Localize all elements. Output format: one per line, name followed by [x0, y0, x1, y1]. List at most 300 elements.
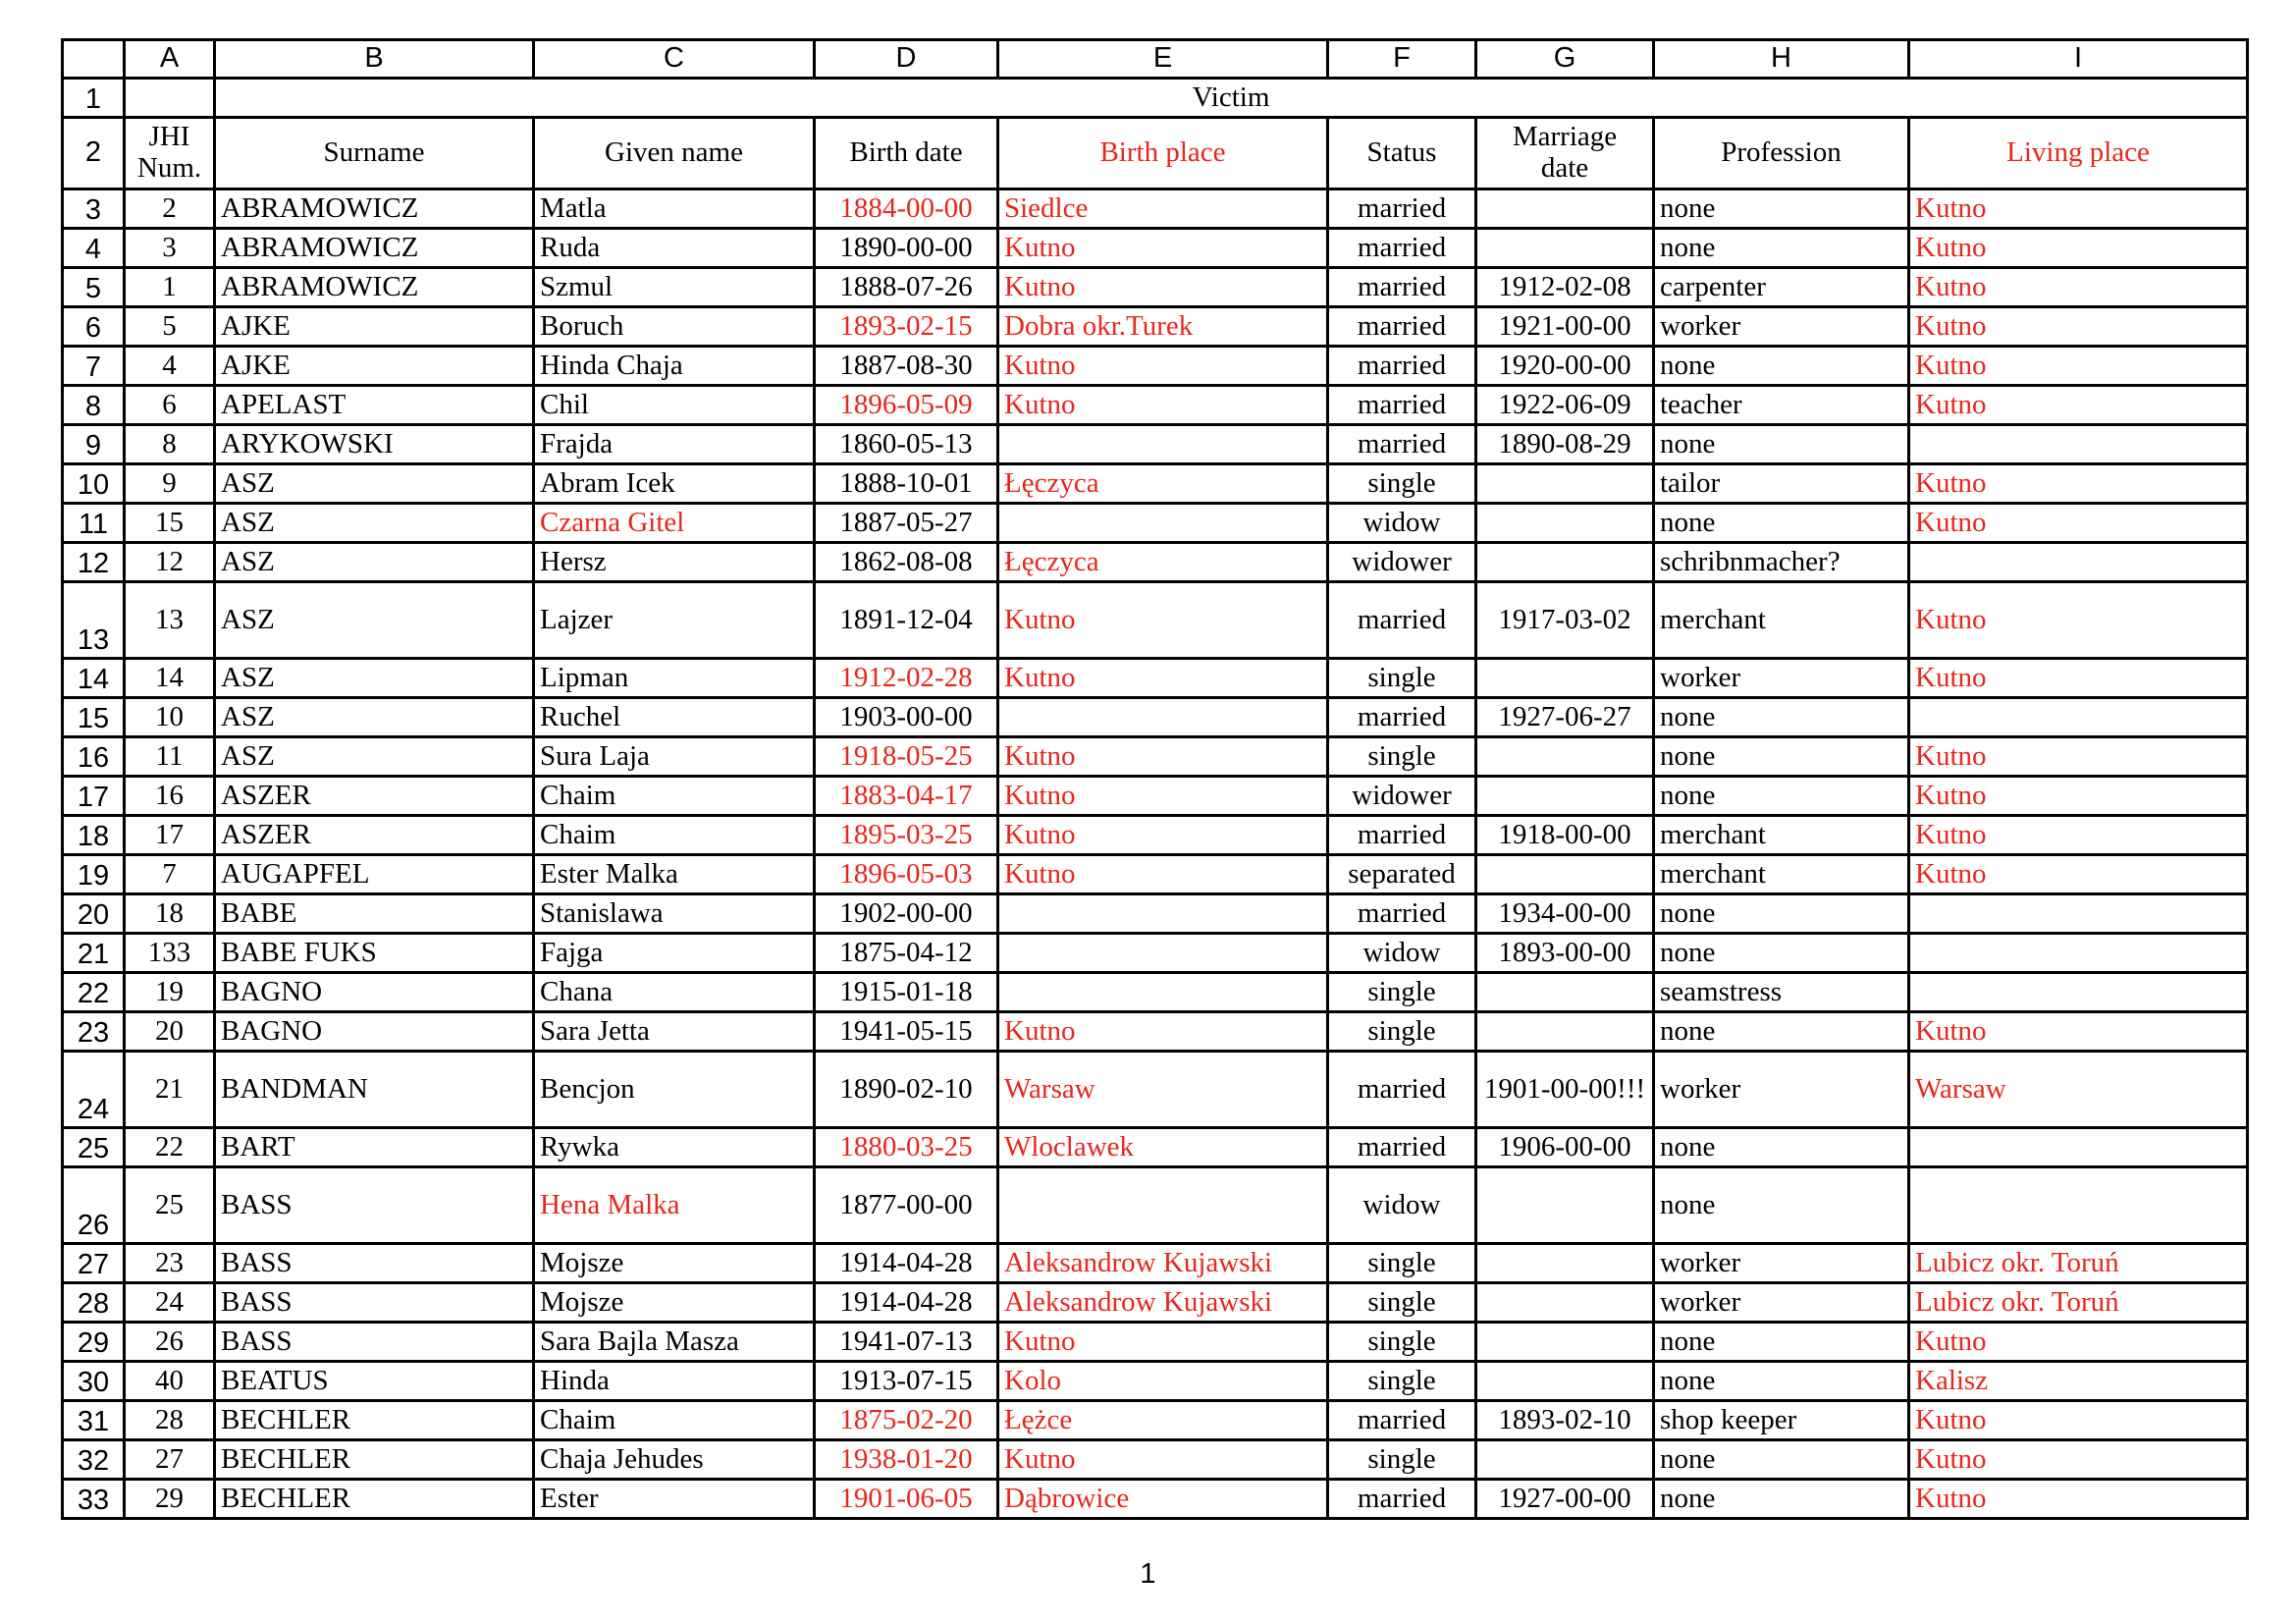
cell-marriage-date[interactable]: [1476, 1283, 1654, 1323]
cell-living-place[interactable]: Kutno: [1909, 504, 2248, 543]
cell-status[interactable]: single: [1328, 464, 1476, 504]
cell-given-name[interactable]: Lipman: [534, 659, 815, 698]
cell-status[interactable]: single: [1328, 1283, 1476, 1323]
row-number[interactable]: 3: [63, 189, 125, 229]
row-number[interactable]: 25: [63, 1128, 125, 1167]
cell-marriage-date[interactable]: [1476, 737, 1654, 777]
cell-given-name[interactable]: Stanislawa: [534, 894, 815, 934]
cell-given-name[interactable]: Hinda: [534, 1362, 815, 1401]
cell-living-place[interactable]: [1909, 543, 2248, 582]
cell-given-name[interactable]: Sara Bajla Masza: [534, 1323, 815, 1362]
cell-status[interactable]: single: [1328, 737, 1476, 777]
cell-given-name[interactable]: Ruchel: [534, 698, 815, 737]
cell-status[interactable]: married: [1328, 307, 1476, 347]
cell-profession[interactable]: none: [1654, 894, 1909, 934]
cell-profession[interactable]: none: [1654, 229, 1909, 268]
cell-profession[interactable]: worker: [1654, 1283, 1909, 1323]
cell-given-name[interactable]: Czarna Gitel: [534, 504, 815, 543]
cell-surname[interactable]: BECHLER: [215, 1440, 534, 1480]
cell-birth-date[interactable]: 1912-02-28: [815, 659, 998, 698]
cell-birth-place[interactable]: [998, 1167, 1328, 1244]
cell-living-place[interactable]: Lubicz okr. Toruń: [1909, 1244, 2248, 1283]
row-number[interactable]: 18: [63, 816, 125, 855]
cell-given-name[interactable]: Abram Icek: [534, 464, 815, 504]
row-number[interactable]: 15: [63, 698, 125, 737]
cell-status[interactable]: widower: [1328, 543, 1476, 582]
cell-jhi-num[interactable]: 17: [125, 816, 215, 855]
cell-surname[interactable]: BASS: [215, 1244, 534, 1283]
cell-jhi-num[interactable]: 133: [125, 934, 215, 973]
cell-marriage-date[interactable]: 1920-00-00: [1476, 347, 1654, 386]
row-number[interactable]: 33: [63, 1480, 125, 1519]
cell-surname[interactable]: BAGNO: [215, 1012, 534, 1052]
cell-jhi-num[interactable]: 15: [125, 504, 215, 543]
cell-living-place[interactable]: Kutno: [1909, 1480, 2248, 1519]
cell-surname[interactable]: ASZ: [215, 464, 534, 504]
header-given-name[interactable]: Given name: [534, 118, 815, 189]
cell-profession[interactable]: worker: [1654, 659, 1909, 698]
cell-jhi-num[interactable]: 8: [125, 425, 215, 464]
cell-birth-date[interactable]: 1901-06-05: [815, 1480, 998, 1519]
cell-status[interactable]: widow: [1328, 504, 1476, 543]
cell-profession[interactable]: none: [1654, 1128, 1909, 1167]
cell-marriage-date[interactable]: 1927-06-27: [1476, 698, 1654, 737]
cell-birth-date[interactable]: 1941-05-15: [815, 1012, 998, 1052]
column-header-e[interactable]: E: [998, 40, 1328, 79]
cell-profession[interactable]: tailor: [1654, 464, 1909, 504]
cell-marriage-date[interactable]: 1922-06-09: [1476, 386, 1654, 425]
cell-given-name[interactable]: Mojsze: [534, 1244, 815, 1283]
header-status[interactable]: Status: [1328, 118, 1476, 189]
cell-birth-date[interactable]: 1884-00-00: [815, 189, 998, 229]
cell-surname[interactable]: ABRAMOWICZ: [215, 268, 534, 307]
header-profession[interactable]: Profession: [1654, 118, 1909, 189]
cell-given-name[interactable]: Rywka: [534, 1128, 815, 1167]
cell-profession[interactable]: none: [1654, 777, 1909, 816]
cell-status[interactable]: widow: [1328, 1167, 1476, 1244]
cell-status[interactable]: married: [1328, 229, 1476, 268]
cell-birth-place[interactable]: [998, 973, 1328, 1012]
cell-marriage-date[interactable]: [1476, 504, 1654, 543]
cell-marriage-date[interactable]: 1917-03-02: [1476, 582, 1654, 659]
cell-marriage-date[interactable]: [1476, 1362, 1654, 1401]
cell-birth-date[interactable]: 1888-07-26: [815, 268, 998, 307]
row-number[interactable]: 16: [63, 737, 125, 777]
cell-surname[interactable]: AJKE: [215, 307, 534, 347]
cell-living-place[interactable]: Kutno: [1909, 189, 2248, 229]
cell-birth-place[interactable]: Dąbrowice: [998, 1480, 1328, 1519]
cell-living-place[interactable]: Kutno: [1909, 347, 2248, 386]
cell-birth-place[interactable]: Łęczyca: [998, 464, 1328, 504]
cell-profession[interactable]: carpenter: [1654, 268, 1909, 307]
cell-birth-date[interactable]: 1875-04-12: [815, 934, 998, 973]
cell-birth-place[interactable]: [998, 934, 1328, 973]
corner-cell[interactable]: [63, 40, 125, 79]
cell-given-name[interactable]: Chaim: [534, 777, 815, 816]
cell-profession[interactable]: shop keeper: [1654, 1401, 1909, 1440]
cell-status[interactable]: single: [1328, 659, 1476, 698]
cell-marriage-date[interactable]: [1476, 777, 1654, 816]
cell-surname[interactable]: ASZ: [215, 543, 534, 582]
cell-living-place[interactable]: Kutno: [1909, 855, 2248, 894]
cell-status[interactable]: single: [1328, 973, 1476, 1012]
cell-surname[interactable]: ASZER: [215, 777, 534, 816]
cell-living-place[interactable]: Kutno: [1909, 777, 2248, 816]
cell-jhi-num[interactable]: 21: [125, 1052, 215, 1128]
cell-given-name[interactable]: Hena Malka: [534, 1167, 815, 1244]
cell-birth-place[interactable]: Kutno: [998, 659, 1328, 698]
cell-profession[interactable]: worker: [1654, 307, 1909, 347]
cell-birth-date[interactable]: 1880-03-25: [815, 1128, 998, 1167]
cell-jhi-num[interactable]: 22: [125, 1128, 215, 1167]
cell-birth-date[interactable]: 1893-02-15: [815, 307, 998, 347]
cell-birth-date[interactable]: 1914-04-28: [815, 1283, 998, 1323]
cell-marriage-date[interactable]: 1906-00-00: [1476, 1128, 1654, 1167]
cell-profession[interactable]: none: [1654, 425, 1909, 464]
cell-birth-place[interactable]: Kutno: [998, 229, 1328, 268]
row-number[interactable]: 24: [63, 1052, 125, 1128]
row-number[interactable]: 1: [63, 79, 125, 118]
cell-birth-date[interactable]: 1890-02-10: [815, 1052, 998, 1128]
row-number[interactable]: 13: [63, 582, 125, 659]
cell-profession[interactable]: none: [1654, 347, 1909, 386]
cell-status[interactable]: married: [1328, 347, 1476, 386]
cell-birth-place[interactable]: Dobra okr.Turek: [998, 307, 1328, 347]
cell-birth-place[interactable]: Warsaw: [998, 1052, 1328, 1128]
cell-birth-place[interactable]: Kutno: [998, 816, 1328, 855]
cell-birth-date[interactable]: 1941-07-13: [815, 1323, 998, 1362]
victim-group-label[interactable]: Victim: [215, 79, 2248, 118]
cell-surname[interactable]: BART: [215, 1128, 534, 1167]
cell-given-name[interactable]: Frajda: [534, 425, 815, 464]
cell-surname[interactable]: AJKE: [215, 347, 534, 386]
cell-birth-date[interactable]: 1891-12-04: [815, 582, 998, 659]
cell-status[interactable]: separated: [1328, 855, 1476, 894]
cell-marriage-date[interactable]: [1476, 543, 1654, 582]
cell-marriage-date[interactable]: 1934-00-00: [1476, 894, 1654, 934]
cell-marriage-date[interactable]: [1476, 659, 1654, 698]
cell-living-place[interactable]: [1909, 425, 2248, 464]
cell-living-place[interactable]: [1909, 973, 2248, 1012]
cell-jhi-num[interactable]: 28: [125, 1401, 215, 1440]
cell-given-name[interactable]: Ruda: [534, 229, 815, 268]
cell-surname[interactable]: BANDMAN: [215, 1052, 534, 1128]
cell-marriage-date[interactable]: 1912-02-08: [1476, 268, 1654, 307]
cell-living-place[interactable]: Kutno: [1909, 464, 2248, 504]
cell-profession[interactable]: seamstress: [1654, 973, 1909, 1012]
cell-profession[interactable]: none: [1654, 1440, 1909, 1480]
cell-given-name[interactable]: Matla: [534, 189, 815, 229]
cell-birth-date[interactable]: 1914-04-28: [815, 1244, 998, 1283]
cell-marriage-date[interactable]: [1476, 189, 1654, 229]
cell-jhi-num[interactable]: 12: [125, 543, 215, 582]
cell-given-name[interactable]: Sura Laja: [534, 737, 815, 777]
row-number[interactable]: 12: [63, 543, 125, 582]
cell-surname[interactable]: BABE FUKS: [215, 934, 534, 973]
cell-jhi-num[interactable]: 25: [125, 1167, 215, 1244]
cell-jhi-num[interactable]: 20: [125, 1012, 215, 1052]
cell-marriage-date[interactable]: [1476, 855, 1654, 894]
cell-birth-place[interactable]: Kutno: [998, 1440, 1328, 1480]
cell-living-place[interactable]: Kutno: [1909, 229, 2248, 268]
cell-profession[interactable]: none: [1654, 1167, 1909, 1244]
cell-surname[interactable]: BASS: [215, 1283, 534, 1323]
cell-surname[interactable]: AUGAPFEL: [215, 855, 534, 894]
cell-birth-date[interactable]: 1913-07-15: [815, 1362, 998, 1401]
cell-jhi-num[interactable]: 1: [125, 268, 215, 307]
cell-jhi-num[interactable]: 16: [125, 777, 215, 816]
cell-birth-date[interactable]: 1896-05-09: [815, 386, 998, 425]
cell-birth-date[interactable]: 1918-05-25: [815, 737, 998, 777]
column-header-d[interactable]: D: [815, 40, 998, 79]
cell-birth-date[interactable]: 1860-05-13: [815, 425, 998, 464]
cell-surname[interactable]: ASZ: [215, 698, 534, 737]
cell-living-place[interactable]: Kutno: [1909, 1440, 2248, 1480]
cell-jhi-num[interactable]: 10: [125, 698, 215, 737]
cell-status[interactable]: married: [1328, 816, 1476, 855]
cell-profession[interactable]: none: [1654, 1480, 1909, 1519]
cell-profession[interactable]: merchant: [1654, 816, 1909, 855]
cell-birth-date[interactable]: 1883-04-17: [815, 777, 998, 816]
row-number[interactable]: 5: [63, 268, 125, 307]
cell-jhi-num[interactable]: 29: [125, 1480, 215, 1519]
cell-living-place[interactable]: Kutno: [1909, 737, 2248, 777]
cell-status[interactable]: single: [1328, 1362, 1476, 1401]
cell-surname[interactable]: BECHLER: [215, 1401, 534, 1440]
cell-marriage-date[interactable]: [1476, 1323, 1654, 1362]
cell-jhi-num[interactable]: 6: [125, 386, 215, 425]
row-number[interactable]: 20: [63, 894, 125, 934]
cell-living-place[interactable]: Kutno: [1909, 1401, 2248, 1440]
cell-given-name[interactable]: Chaja Jehudes: [534, 1440, 815, 1480]
row-number[interactable]: 10: [63, 464, 125, 504]
cell-profession[interactable]: merchant: [1654, 582, 1909, 659]
cell-birth-date[interactable]: 1887-08-30: [815, 347, 998, 386]
cell-marriage-date[interactable]: [1476, 1167, 1654, 1244]
cell-profession[interactable]: none: [1654, 1362, 1909, 1401]
cell-status[interactable]: married: [1328, 894, 1476, 934]
cell-birth-place[interactable]: Kutno: [998, 1323, 1328, 1362]
cell-given-name[interactable]: Hersz: [534, 543, 815, 582]
cell-jhi-num[interactable]: 11: [125, 737, 215, 777]
cell-status[interactable]: married: [1328, 1128, 1476, 1167]
row-number[interactable]: 17: [63, 777, 125, 816]
row-number[interactable]: 21: [63, 934, 125, 973]
cell-profession[interactable]: none: [1654, 1012, 1909, 1052]
cell-jhi-num[interactable]: 13: [125, 582, 215, 659]
cell-surname[interactable]: ABRAMOWICZ: [215, 229, 534, 268]
cell-birth-place[interactable]: Łęczyca: [998, 543, 1328, 582]
cell-jhi-num[interactable]: 26: [125, 1323, 215, 1362]
cell-living-place[interactable]: Kutno: [1909, 1012, 2248, 1052]
row-number[interactable]: 8: [63, 386, 125, 425]
cell-living-place[interactable]: Kutno: [1909, 268, 2248, 307]
cell-status[interactable]: single: [1328, 1244, 1476, 1283]
cell-birth-date[interactable]: 1877-00-00: [815, 1167, 998, 1244]
header-living-place[interactable]: Living place: [1909, 118, 2248, 189]
cell-marriage-date[interactable]: [1476, 229, 1654, 268]
cell-profession[interactable]: worker: [1654, 1244, 1909, 1283]
cell-surname[interactable]: ARYKOWSKI: [215, 425, 534, 464]
cell-status[interactable]: single: [1328, 1323, 1476, 1362]
row-number[interactable]: 26: [63, 1167, 125, 1244]
cell-profession[interactable]: teacher: [1654, 386, 1909, 425]
cell-birth-date[interactable]: 1875-02-20: [815, 1401, 998, 1440]
cell-birth-place[interactable]: [998, 504, 1328, 543]
cell-jhi-num[interactable]: 4: [125, 347, 215, 386]
cell-surname[interactable]: ASZ: [215, 659, 534, 698]
cell-marriage-date[interactable]: 1890-08-29: [1476, 425, 1654, 464]
cell-given-name[interactable]: Chana: [534, 973, 815, 1012]
cell-profession[interactable]: none: [1654, 1323, 1909, 1362]
cell-birth-date[interactable]: 1915-01-18: [815, 973, 998, 1012]
cell-profession[interactable]: none: [1654, 737, 1909, 777]
row-number[interactable]: 4: [63, 229, 125, 268]
cell-birth-place[interactable]: Kutno: [998, 777, 1328, 816]
row-number[interactable]: 30: [63, 1362, 125, 1401]
row-number[interactable]: 27: [63, 1244, 125, 1283]
cell-profession[interactable]: none: [1654, 189, 1909, 229]
cell-given-name[interactable]: Chaim: [534, 816, 815, 855]
cell-status[interactable]: married: [1328, 425, 1476, 464]
cell-given-name[interactable]: Szmul: [534, 268, 815, 307]
cell-profession[interactable]: schribnmacher?: [1654, 543, 1909, 582]
cell-given-name[interactable]: Boruch: [534, 307, 815, 347]
cell-status[interactable]: married: [1328, 189, 1476, 229]
cell-living-place[interactable]: [1909, 894, 2248, 934]
cell-status[interactable]: widow: [1328, 934, 1476, 973]
cell-status[interactable]: married: [1328, 386, 1476, 425]
cell-birth-place[interactable]: Kutno: [998, 855, 1328, 894]
cell-living-place[interactable]: Kutno: [1909, 386, 2248, 425]
cell-surname[interactable]: ABRAMOWICZ: [215, 189, 534, 229]
cell-living-place[interactable]: [1909, 934, 2248, 973]
cell-profession[interactable]: merchant: [1654, 855, 1909, 894]
cell-empty[interactable]: [125, 79, 215, 118]
cell-living-place[interactable]: Kutno: [1909, 307, 2248, 347]
header-jhi-num[interactable]: [125, 118, 215, 189]
cell-birth-place[interactable]: [998, 894, 1328, 934]
row-number[interactable]: 9: [63, 425, 125, 464]
cell-given-name[interactable]: Ester: [534, 1480, 815, 1519]
cell-birth-date[interactable]: 1890-00-00: [815, 229, 998, 268]
cell-given-name[interactable]: Sara Jetta: [534, 1012, 815, 1052]
cell-birth-place[interactable]: Siedlce: [998, 189, 1328, 229]
cell-surname[interactable]: BEATUS: [215, 1362, 534, 1401]
row-number[interactable]: 22: [63, 973, 125, 1012]
cell-birth-date[interactable]: 1862-08-08: [815, 543, 998, 582]
cell-birth-date[interactable]: 1895-03-25: [815, 816, 998, 855]
cell-marriage-date[interactable]: 1893-02-10: [1476, 1401, 1654, 1440]
cell-birth-place[interactable]: [998, 698, 1328, 737]
cell-marriage-date[interactable]: [1476, 973, 1654, 1012]
cell-given-name[interactable]: Ester Malka: [534, 855, 815, 894]
cell-status[interactable]: married: [1328, 1401, 1476, 1440]
cell-status[interactable]: married: [1328, 1480, 1476, 1519]
cell-given-name[interactable]: Fajga: [534, 934, 815, 973]
cell-given-name[interactable]: Chil: [534, 386, 815, 425]
cell-living-place[interactable]: [1909, 698, 2248, 737]
cell-jhi-num[interactable]: 3: [125, 229, 215, 268]
cell-birth-place[interactable]: Kutno: [998, 737, 1328, 777]
cell-birth-date[interactable]: 1902-00-00: [815, 894, 998, 934]
cell-living-place[interactable]: Kutno: [1909, 582, 2248, 659]
cell-surname[interactable]: BECHLER: [215, 1480, 534, 1519]
row-number[interactable]: 6: [63, 307, 125, 347]
header-marriage-date[interactable]: [1476, 118, 1654, 189]
row-number[interactable]: 23: [63, 1012, 125, 1052]
cell-jhi-num[interactable]: 5: [125, 307, 215, 347]
cell-living-place[interactable]: Kutno: [1909, 1323, 2248, 1362]
row-number[interactable]: 2: [63, 118, 125, 189]
cell-jhi-num[interactable]: 14: [125, 659, 215, 698]
cell-birth-date[interactable]: 1887-05-27: [815, 504, 998, 543]
cell-jhi-num[interactable]: 19: [125, 973, 215, 1012]
cell-surname[interactable]: ASZ: [215, 504, 534, 543]
row-number[interactable]: 7: [63, 347, 125, 386]
cell-living-place[interactable]: [1909, 1167, 2248, 1244]
cell-marriage-date[interactable]: [1476, 464, 1654, 504]
cell-status[interactable]: widower: [1328, 777, 1476, 816]
cell-birth-place[interactable]: Aleksandrow Kujawski: [998, 1283, 1328, 1323]
cell-birth-place[interactable]: Wloclawek: [998, 1128, 1328, 1167]
row-number[interactable]: 31: [63, 1401, 125, 1440]
cell-birth-place[interactable]: Kutno: [998, 386, 1328, 425]
column-header-f[interactable]: F: [1328, 40, 1476, 79]
cell-surname[interactable]: ASZ: [215, 737, 534, 777]
cell-marriage-date[interactable]: [1476, 1012, 1654, 1052]
cell-jhi-num[interactable]: 23: [125, 1244, 215, 1283]
cell-birth-place[interactable]: Kutno: [998, 347, 1328, 386]
column-header-h[interactable]: H: [1654, 40, 1909, 79]
row-number[interactable]: 32: [63, 1440, 125, 1480]
column-header-g[interactable]: G: [1476, 40, 1654, 79]
column-header-b[interactable]: B: [215, 40, 534, 79]
cell-status[interactable]: married: [1328, 698, 1476, 737]
cell-living-place[interactable]: Kalisz: [1909, 1362, 2248, 1401]
cell-marriage-date[interactable]: [1476, 1244, 1654, 1283]
cell-marriage-date[interactable]: [1476, 1440, 1654, 1480]
cell-marriage-date[interactable]: 1918-00-00: [1476, 816, 1654, 855]
cell-jhi-num[interactable]: 24: [125, 1283, 215, 1323]
cell-birth-date[interactable]: 1896-05-03: [815, 855, 998, 894]
cell-jhi-num[interactable]: 27: [125, 1440, 215, 1480]
cell-given-name[interactable]: Bencjon: [534, 1052, 815, 1128]
cell-marriage-date[interactable]: 1901-00-00!!!: [1476, 1052, 1654, 1128]
cell-surname[interactable]: APELAST: [215, 386, 534, 425]
row-number[interactable]: 11: [63, 504, 125, 543]
cell-status[interactable]: married: [1328, 1052, 1476, 1128]
cell-profession[interactable]: worker: [1654, 1052, 1909, 1128]
cell-given-name[interactable]: Chaim: [534, 1401, 815, 1440]
cell-profession[interactable]: none: [1654, 504, 1909, 543]
cell-surname[interactable]: BASS: [215, 1167, 534, 1244]
column-header-i[interactable]: I: [1909, 40, 2248, 79]
cell-profession[interactable]: none: [1654, 698, 1909, 737]
cell-birth-place[interactable]: Kutno: [998, 1012, 1328, 1052]
cell-birth-place[interactable]: Łężce: [998, 1401, 1328, 1440]
cell-marriage-date[interactable]: 1893-00-00: [1476, 934, 1654, 973]
cell-jhi-num[interactable]: 18: [125, 894, 215, 934]
row-number[interactable]: 19: [63, 855, 125, 894]
cell-status[interactable]: single: [1328, 1440, 1476, 1480]
cell-birth-place[interactable]: Kutno: [998, 268, 1328, 307]
cell-jhi-num[interactable]: 9: [125, 464, 215, 504]
cell-living-place[interactable]: Lubicz okr. Toruń: [1909, 1283, 2248, 1323]
cell-marriage-date[interactable]: 1921-00-00: [1476, 307, 1654, 347]
cell-surname[interactable]: BABE: [215, 894, 534, 934]
column-header-a[interactable]: A: [125, 40, 215, 79]
